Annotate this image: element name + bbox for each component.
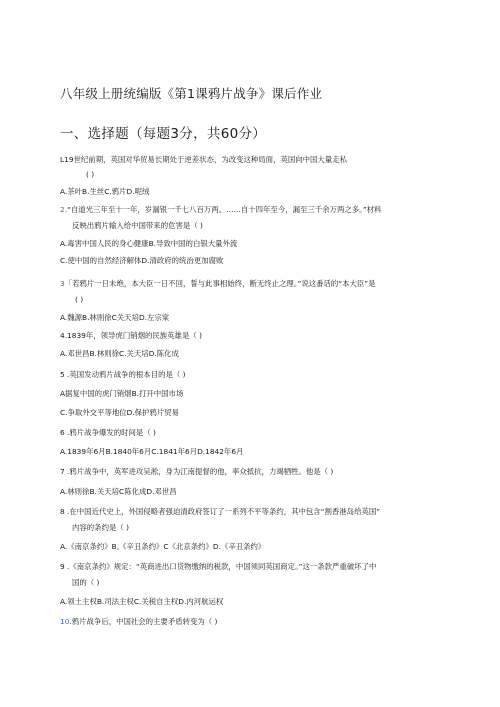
q8-stem-cont: 内容的条约是（ ) <box>72 523 129 532</box>
q9-stem: 9 .《南京条约》规定：“英商进出口货物缴纳的税款，中国须同英国商定。”这一条款严重破坏了中 <box>60 562 377 571</box>
q3-stem-text: 「若鸦片一日未绝，本大臣一日不回，誓与此事相始终，断无终止之理。”说这番话的“本大臣”是 <box>64 279 376 288</box>
q10-stem-text: .鸦片战争后，中国社会的主要矛盾转变为（ ) <box>69 617 218 626</box>
q1-stem: L19世纪前期，英国对华贸易长期处于逆差状态，为改变这种局面，英国向中国大量走私 <box>60 155 347 164</box>
q5-options-1: A据复中国的虎门销烟B.打开中国市场 <box>60 389 184 398</box>
q3-number: 3 <box>60 279 65 288</box>
q4-stem: 4.1839年，领导虎门销烟的民族英雄是（ ) <box>60 331 202 340</box>
q6-stem: 6 .鸦片战争爆发的时间是（ ) <box>60 428 156 437</box>
q1-options: A.茶叶B.生丝C.鸦片D.呢绒 <box>60 187 150 196</box>
q7-stem: 7 .鸦片战争中，英军进攻吴淞，身为江南提督的他，率众抵抗，力竭牺牲。他是（ ) <box>60 467 334 476</box>
q3-stem <box>60 279 376 289</box>
q2-stem <box>60 205 381 215</box>
q9-stem-cont: 国的（ ) <box>72 578 100 587</box>
q6-options: A.1839年6月B.1840年6月C.1841年6月D.1842年6月 <box>60 447 244 456</box>
q3-options: A.魏源B.林则徐C关天培D.左宗棠 <box>60 313 170 322</box>
section-heading: 一、选择题（每题3分，共60分） <box>60 126 267 142</box>
q1-answer-paren: ( ) <box>86 170 95 179</box>
q3-answer-paren: ( ) <box>75 295 84 304</box>
q8-options: A.《南京条约》B,《辛丑条约》C《北京条约》D.《辛丑条约》 <box>60 542 266 551</box>
q10-number: 10 <box>60 617 70 626</box>
q5-stem: 5 .英国发动鸦片战争的根本目的是（ ) <box>60 370 186 379</box>
q2-options-1: A.毒害中国人民的身心健康B.导致中国的白银大量外流 <box>60 239 238 248</box>
q2-number: 2. <box>60 205 68 214</box>
q2-stem-cont: 反映出鸦片输入给中国带来的危害是（ ) <box>72 221 203 230</box>
q2-stem-text: “自道光三年至十一年，岁漏银一千七八百万两。……自十四年至今，漏至三千余万两之多。”材料 <box>67 205 382 214</box>
q10-stem <box>60 617 217 627</box>
q9-options: A.领土主权B.司法主权C.关税自主权D.内河航运权 <box>60 597 224 606</box>
q7-options: A.林则徐B.关天培C陈化成D.邓世昌 <box>60 487 177 496</box>
q4-options: A.邓世昌B.林则徐C.关天培D.陈化成 <box>60 349 179 358</box>
q5-options-2: C.争取外交平等地位D.保护鸦片贸易 <box>60 408 180 417</box>
document-title: 八年级上册统编版《第1课鸦片战争》课后作业 <box>60 86 323 101</box>
q2-options-2: C.使中国的自然经济解体D.清政府的统治更加腐败 <box>60 256 224 265</box>
q8-stem: 8 .在中国近代史上，外国侵略者强迫清政府签订了一系列不平等条约，其中包含“割香港岛给英国” <box>60 507 381 516</box>
